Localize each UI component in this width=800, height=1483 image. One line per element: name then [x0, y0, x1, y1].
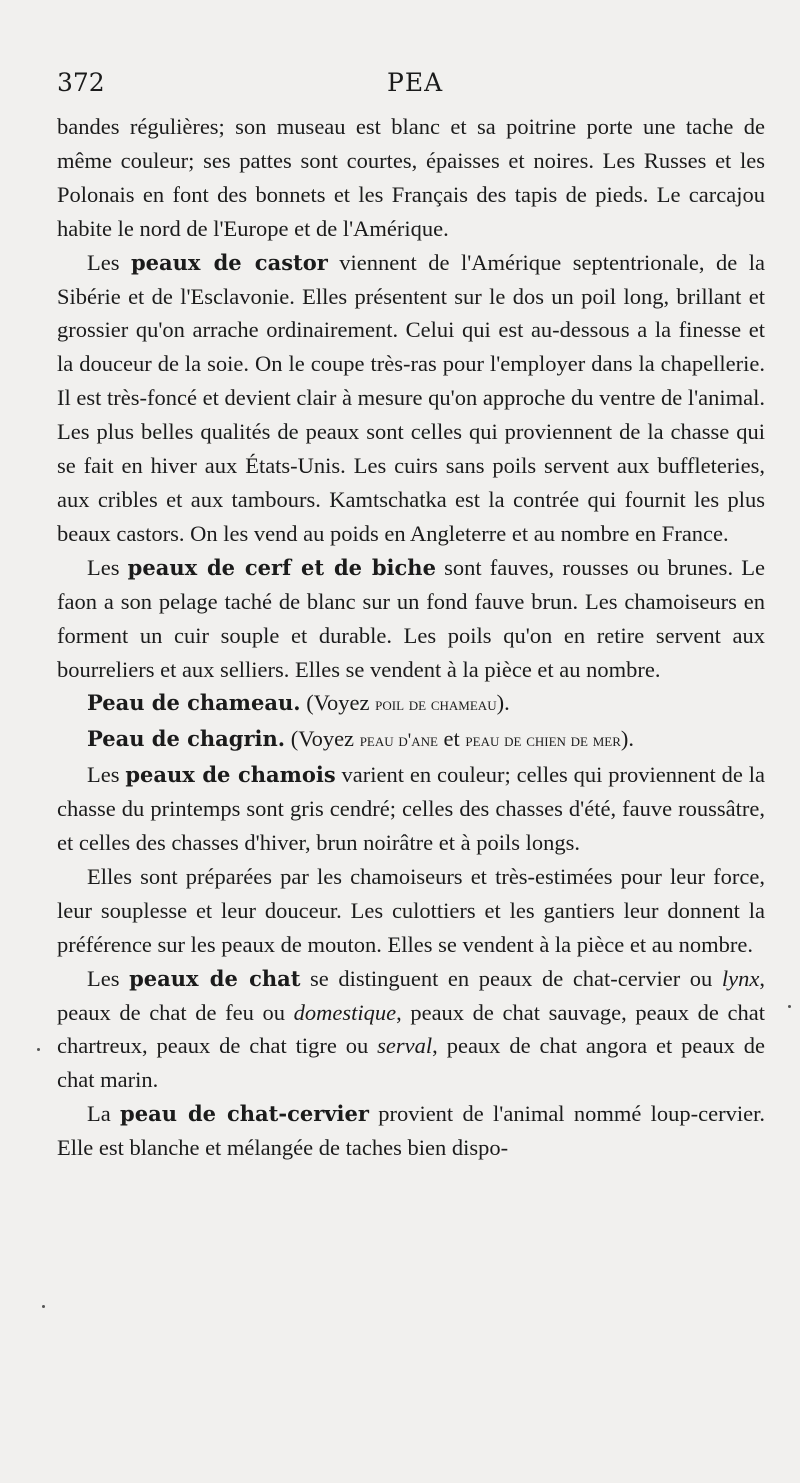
entry-term-chamois: peaux de chamois: [125, 762, 336, 788]
paragraph-chagrin: [57, 722, 765, 758]
text: , peaux de chat angora et peaux de chat marin.: [57, 1033, 765, 1093]
italic-term: lynx: [721, 965, 760, 991]
cross-reference: peau d'ane: [359, 730, 438, 752]
paragraph-chameau: [57, 686, 765, 722]
italic-term: domestique: [293, 999, 397, 1025]
italic-term: serval: [377, 1033, 433, 1059]
text: Les: [87, 554, 128, 580]
paragraph-carcajou: [57, 110, 765, 246]
text: Les: [87, 762, 126, 788]
text: Elles sont préparées par les chamoiseurs et très-estimées pour leur force, leur souplesse et leur douceur. Les culottiers et les gantiers leur donnent la préférence sur les peaux de mouton. Elles se vendent à la pièce et au nombre.: [57, 863, 765, 957]
margin-speck: [788, 1005, 791, 1008]
text: , peaux de chat de feu ou: [57, 965, 765, 1025]
running-head: PEA: [387, 68, 444, 97]
text: viennent de l'Amérique septentrionale, de la Sibérie et de l'Esclavonie. Elles présentent sur le dos un poil long, brillant et grossier qu'on arrache ordinairement. Celui qui est au-dessous a la finesse et la douceur de la soie. On le coupe très-ras pour l'employer dans la chapellerie. Il est très-foncé et devient clair à mesure qu'on approche du ventre de l'animal. Les plus belles qualités de peaux sont celles qui proviennent de la chasse qui se fait en hiver aux États-Unis. Les cuirs sans poils servent aux buffleteries, aux cribles et aux tambours. Kamtschatka est la contrée qui fournit les plus beaux castors. On les vend au poids en Angleterre et au nombre en France.: [57, 249, 765, 546]
page-header: [57, 68, 762, 102]
text: ).: [620, 726, 635, 752]
text: (Voyez: [300, 690, 376, 716]
text: se distinguent en peaux de chat-cervier ou: [300, 965, 722, 991]
cross-reference: peau de chien de mer: [465, 730, 621, 752]
text: Les: [87, 249, 131, 275]
text: , peaux de chat sauvage, peaux de chat chartreux, peaux de chat tigre ou: [57, 999, 765, 1059]
margin-speck: [37, 1048, 40, 1051]
entry-term-chameau: Peau de chameau.: [87, 690, 301, 716]
cross-reference: poil de chameau: [375, 694, 497, 716]
body-text: [57, 110, 765, 1165]
text: Les: [87, 965, 130, 991]
paragraph-chat: [57, 962, 765, 1098]
entry-term-chat: peaux de chat: [129, 965, 301, 991]
paragraph-chamois: [57, 758, 765, 860]
text: et: [437, 726, 466, 752]
text: ).: [496, 690, 510, 716]
paragraph-chat-cervier: [57, 1097, 765, 1165]
text: sont fauves, rousses ou brunes. Le faon a son pelage taché de blanc sur un fond fauve brun. Les chamoiseurs en forment un cuir souple et durable. Les poils qu'on en retire servent aux bourreliers et aux selliers. Elles se vendent à la pièce et au nombre.: [57, 554, 765, 682]
page-number: 372: [57, 68, 105, 97]
entry-term-chagrin: Peau de chagrin.: [87, 726, 286, 752]
text: bandes régulières; son museau est blanc et sa poitrine porte une tache de même couleur; ses pattes sont courtes, épaisses et noires. Les Russes et les Polonais en font des bonnets et les Français des tapis de pieds. Le carcajou habite le nord de l'Europe et de l'Amérique.: [57, 114, 765, 241]
margin-speck: [42, 1305, 45, 1308]
text: varient en couleur; celles qui proviennent de la chasse du printemps sont gris cendré; celles des chasses d'été, fauve roussâtre, et celles des chasses d'hiver, brun noirâtre et à poils longs.: [57, 762, 765, 856]
text: provient de l'animal nommé loup-cervier. Elle est blanche et mélangée de taches bien dispo-: [57, 1101, 765, 1161]
entry-term-chat-cervier: peau de chat-cervier: [120, 1101, 369, 1127]
paragraph-cerf: [57, 551, 765, 687]
paragraph-castor: [57, 246, 765, 551]
entry-term-castor: peaux de castor: [130, 249, 328, 275]
paragraph-chamois-use: [57, 860, 765, 962]
text: La: [87, 1101, 121, 1127]
text: (Voyez: [285, 726, 360, 752]
entry-term-cerf: peaux de cerf et de biche: [127, 554, 436, 580]
